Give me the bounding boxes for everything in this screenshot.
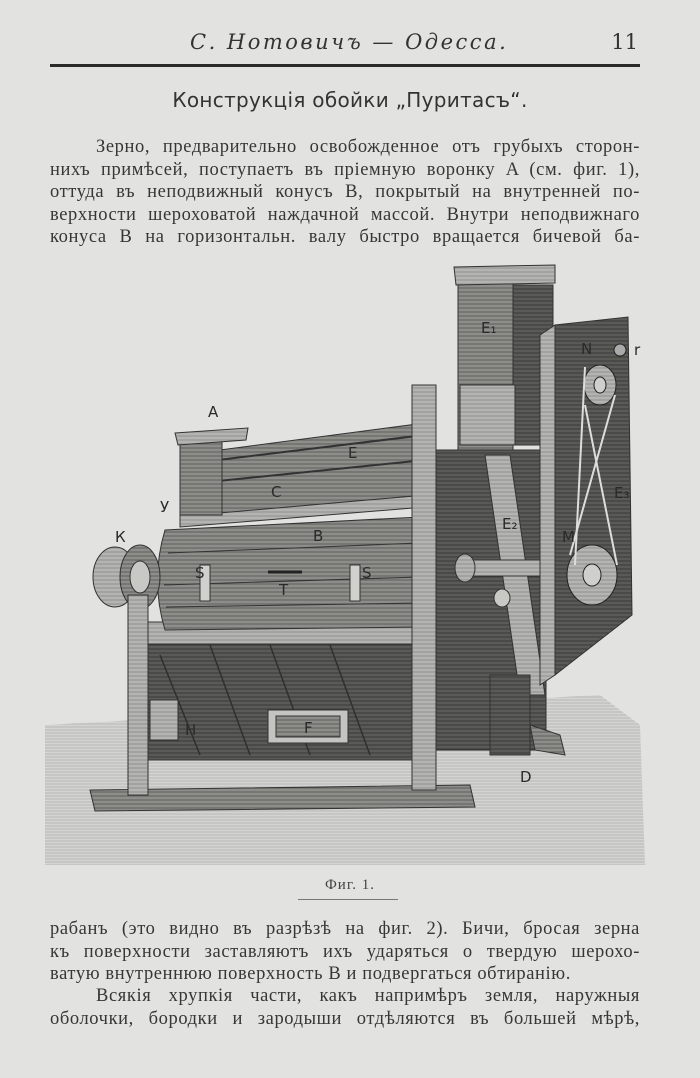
label-K: К [115,528,126,546]
text-line: Зерно, предварительно освобожденное отъ грубыхъ сторон- [96,137,640,157]
text-line: нихъ примѣсей, поступаетъ въ пріемную воронку A (см. фиг. 1), [50,159,640,180]
label-M: M [562,528,575,546]
label-H: H [185,721,197,739]
label-D: D [520,768,532,786]
running-title: С. Нотовичъ — Одесса. [190,30,509,54]
label-S2: S [362,564,372,582]
figure-caption: Фиг. 1. [324,877,376,893]
text-line: къ поверхности заставляютъ ихъ ударяться о твердую шерохо- [50,941,640,962]
text-line: оттуда въ неподвижный конусъ B, покрытый на внутренней по- [50,182,640,202]
label-N: N [581,340,593,358]
label-Y: У [160,498,170,516]
page-number: 11 [611,30,638,54]
label-T: T [279,581,289,599]
label-C: C [271,483,282,501]
paragraph-continuation [50,918,640,986]
label-F: F [304,719,313,737]
header-rule [50,64,640,67]
text-line: конуса B на горизонтальн. валу быстро вращается бичевой ба- [50,227,640,247]
label-E1: E₁ [481,319,497,337]
caption-rule [298,899,398,900]
running-head [50,28,640,60]
text-line: рабанъ (это видно въ разрѣзѣ на фиг. 2). Бичи, бросая зерна [50,919,640,939]
text-line: Всякія хрупкія части, какъ напримѣръ земля, наружныя [96,986,640,1006]
text-line: ватую внутреннюю поверхность B и подвергаться обтиранію. [50,964,571,984]
label-r: r [634,341,641,359]
machine-illustration [40,255,660,870]
text-line: верхности шероховатой наждачной массой. Внутри неподвижнаго [50,204,640,225]
paragraph-intro [50,136,640,249]
label-A: A [208,403,219,421]
label-E: E [348,444,358,462]
label-E2: E₂ [502,515,518,533]
paragraph-next [50,985,640,1030]
section-title: Конструкція обойки „Пуритасъ“. [172,88,528,112]
label-B: B [313,527,324,545]
label-S1: S [195,564,205,582]
puritas-scourer-drawing [40,255,660,870]
text-line: оболочки, бородки и зародыши отдѣляются въ большей мѣрѣ, [50,1008,640,1029]
label-E3: E₃ [614,484,630,502]
